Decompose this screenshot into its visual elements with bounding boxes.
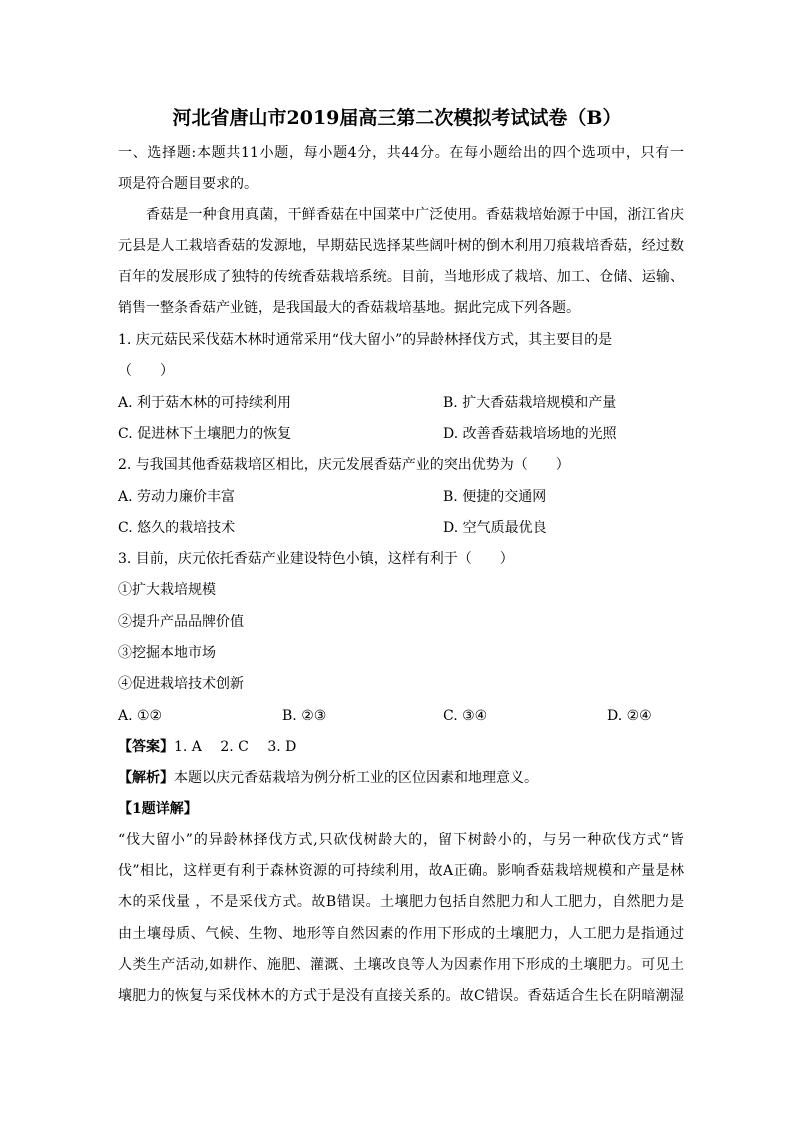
q1-stem: 1. 庆元菇民采伐菇木林时通常采用“伐大留小”的异龄林择伐方式，其主要目的是 [118,332,613,348]
page-title: 河北省唐山市2019届高三第二次模拟考试试卷（B） [172,107,622,129]
q3-item-2: ②提升产品品牌价值 [118,614,244,630]
q3-option-c: C. ③④ [443,708,488,724]
q3-option-d: D. ②④ [607,708,652,724]
answer-label: 【答案】 [118,739,174,755]
detail-line-1: “伐大留小”的异龄林择伐方式,只砍伐树龄大的，留下树龄小的，与另一种砍伐方式“皆 [118,832,684,848]
q2-stem: 2. 与我国其他香菇栽培区相比，庆元发展香菇产业的突出优势为（ ） [118,457,570,473]
analysis-line [118,768,684,788]
detail-line-6: 壤肥力的恢复与采伐林木的方式于是没有直接关系的。故C错误。香菇适合生长在阴暗潮湿 [118,988,684,1004]
q3-item-4: ④促进栽培技术创新 [118,676,244,692]
section-intro-line-2: 项是符合题目要求的。 [118,176,258,192]
analysis-text: 本题以庆元香菇栽培为例分析工业的区位因素和地理意义。 [174,770,538,786]
q2-option-d: D. 空气质最优良 [443,520,547,536]
q3-option-a: A. ①② [118,708,163,724]
passage-line-4: 销售一整条香菇产业链，是我国最大的香菇栽培基地。据此完成下列各题。 [118,300,580,316]
q1-option-a: A. 利于菇木林的可持续利用 [118,395,292,411]
q2-option-c: C. 悠久的栽培技术 [118,520,236,536]
detail-heading: 【1题详解】 [118,801,198,817]
q1-option-d: D. 改善香菇栽培场地的光照 [443,426,617,442]
passage-line-3: 百年的发展形成了独特的传统香菇栽培系统。目前，当地形成了栽培、加工、仓储、运输、 [118,269,684,285]
q1-option-c: C. 促进林下土壤肥力的恢复 [118,426,292,442]
q2-option-a: A. 劳动力廉价丰富 [118,489,236,505]
answer-text: 1. A 2. C 3. D [174,739,297,755]
detail-line-3: 木的采伐量 ，不是采伐方式。故B错误。土壤肥力包括自然肥力和人工肥力，自然肥力是 [118,894,684,910]
q1-option-b: B. 扩大香菇栽培规模和产量 [443,395,617,411]
q3-option-b: B. ②③ [282,708,327,724]
analysis-label: 【解析】 [118,770,174,786]
q3-item-1: ①扩大栽培规模 [118,582,216,598]
passage-line-1: 香菇是一种食用真菌，干鲜香菇在中国菜中广泛使用。香菇栽培始源于中国，浙江省庆 [146,207,684,223]
detail-line-5: 人类生产活动,如耕作、施肥、灌溉、土壤改良等人为因素作用下形成的土壤肥力。可见土 [118,957,684,973]
detail-line-4: 由土壤母质、气候、生物、地形等自然因素的作用下形成的土壤肥力，人工肥力是指通过 [118,926,684,942]
q2-option-b: B. 便捷的交通网 [443,489,547,505]
q1-bracket: （ ） [118,363,174,379]
detail-line-2: 伐”相比，这样更有利于森林资源的可持续利用，故A正确。影响香菇栽培规模和产量是林 [118,863,684,879]
passage-line-2: 元县是人工栽培香菇的发源地，早期菇民选择某些阔叶树的倒木利用刀痕栽培香菇，经过数 [118,238,684,254]
q3-item-3: ③挖掘本地市场 [118,645,216,661]
section-intro-line-1: 一、选择题:本题共11小题，每小题4分，共44分。在每小题给出的四个选项中，只有一 [118,145,684,161]
q3-stem: 3. 目前，庆元依托香菇产业建设特色小镇，这样有利于（ ） [118,551,514,567]
answer-line [118,737,684,757]
